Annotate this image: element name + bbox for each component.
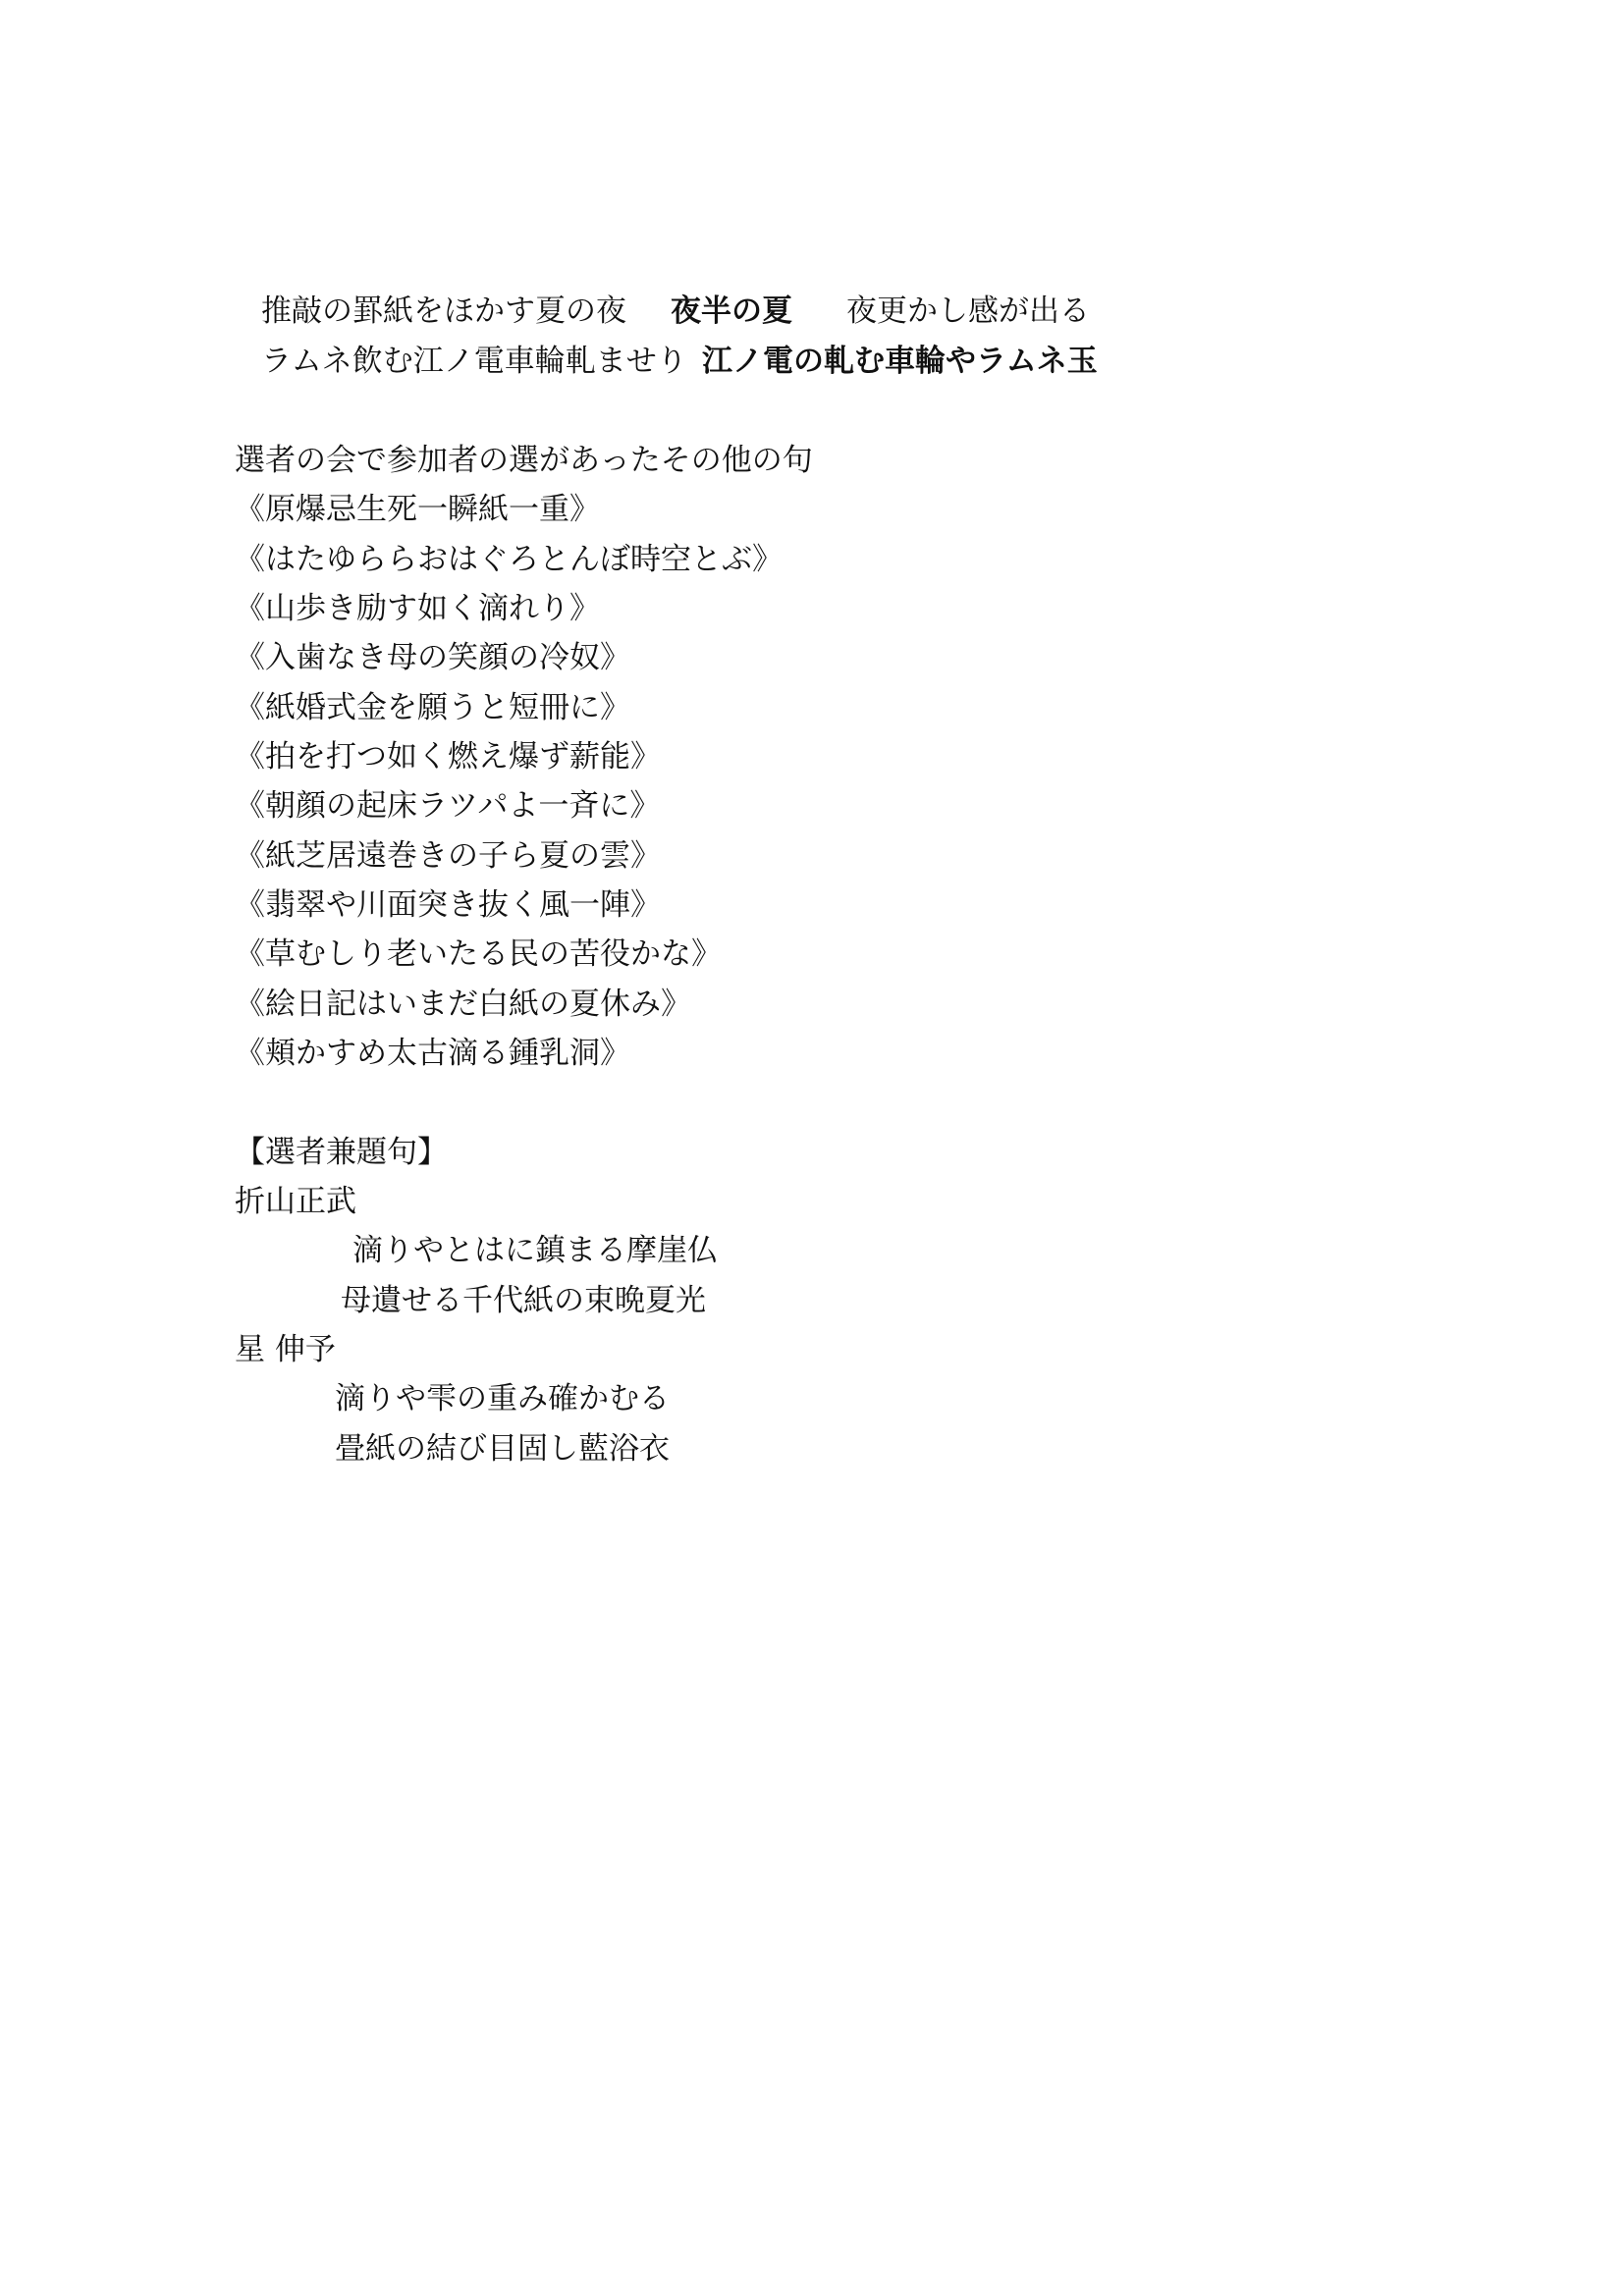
haiku-item: 《紙芝居遠巻きの子ら夏の雲》 xyxy=(235,838,661,874)
correction-revised-1: 夜半の夏 xyxy=(671,294,792,329)
haiku-item: 《拍を打つ如く燃え爆ず薪能》 xyxy=(235,739,661,774)
selector-haiku: 滴りやとはに鎮まる摩崖仏 xyxy=(352,1233,718,1268)
haiku-item: 《山歩き励す如く滴れり》 xyxy=(235,591,600,626)
haiku-item: 《草むしり老いたる民の苦役かな》 xyxy=(235,936,722,972)
others-heading: 選者の会で参加者の選があったその他の句 xyxy=(235,443,813,478)
haiku-item: 《絵日記はいまだ白紙の夏休み》 xyxy=(235,987,691,1022)
selector-haiku: 畳紙の結び目固し藍浴衣 xyxy=(335,1431,670,1467)
haiku-item: 《入歯なき母の笑顔の冷奴》 xyxy=(235,640,630,675)
haiku-item: 《頬かすめ太古滴る鍾乳洞》 xyxy=(235,1036,630,1071)
haiku-item: 《紙婚式金を願うと短冊に》 xyxy=(235,690,630,725)
selector-name: 折山正武 xyxy=(235,1184,356,1219)
haiku-item: 《朝顔の起床ラツパよ一斉に》 xyxy=(235,788,661,824)
haiku-item: 《はたゆららおはぐろとんぼ時空とぶ》 xyxy=(235,542,783,577)
haiku-item: 《原爆忌生死一瞬紙一重》 xyxy=(235,492,600,527)
correction-original-2: ラムネ飲む江ノ電車輪軋ませり xyxy=(261,344,687,379)
correction-revised-2: 江ノ電の軋む車輪やラムネ玉 xyxy=(702,344,1098,379)
selector-haiku: 滴りや雫の重み確かむる xyxy=(335,1381,670,1416)
selector-haiku: 母遺せる千代紙の束晩夏光 xyxy=(341,1283,706,1318)
selectors-heading: 【選者兼題句】 xyxy=(235,1135,448,1170)
selector-name: 星 伸予 xyxy=(235,1332,336,1367)
correction-comment-1: 夜更かし感が出る xyxy=(846,294,1090,329)
correction-original-1: 推敲の罫紙をほかす夏の夜 xyxy=(261,294,626,329)
haiku-item: 《翡翠や川面突き抜く風一陣》 xyxy=(235,887,661,923)
